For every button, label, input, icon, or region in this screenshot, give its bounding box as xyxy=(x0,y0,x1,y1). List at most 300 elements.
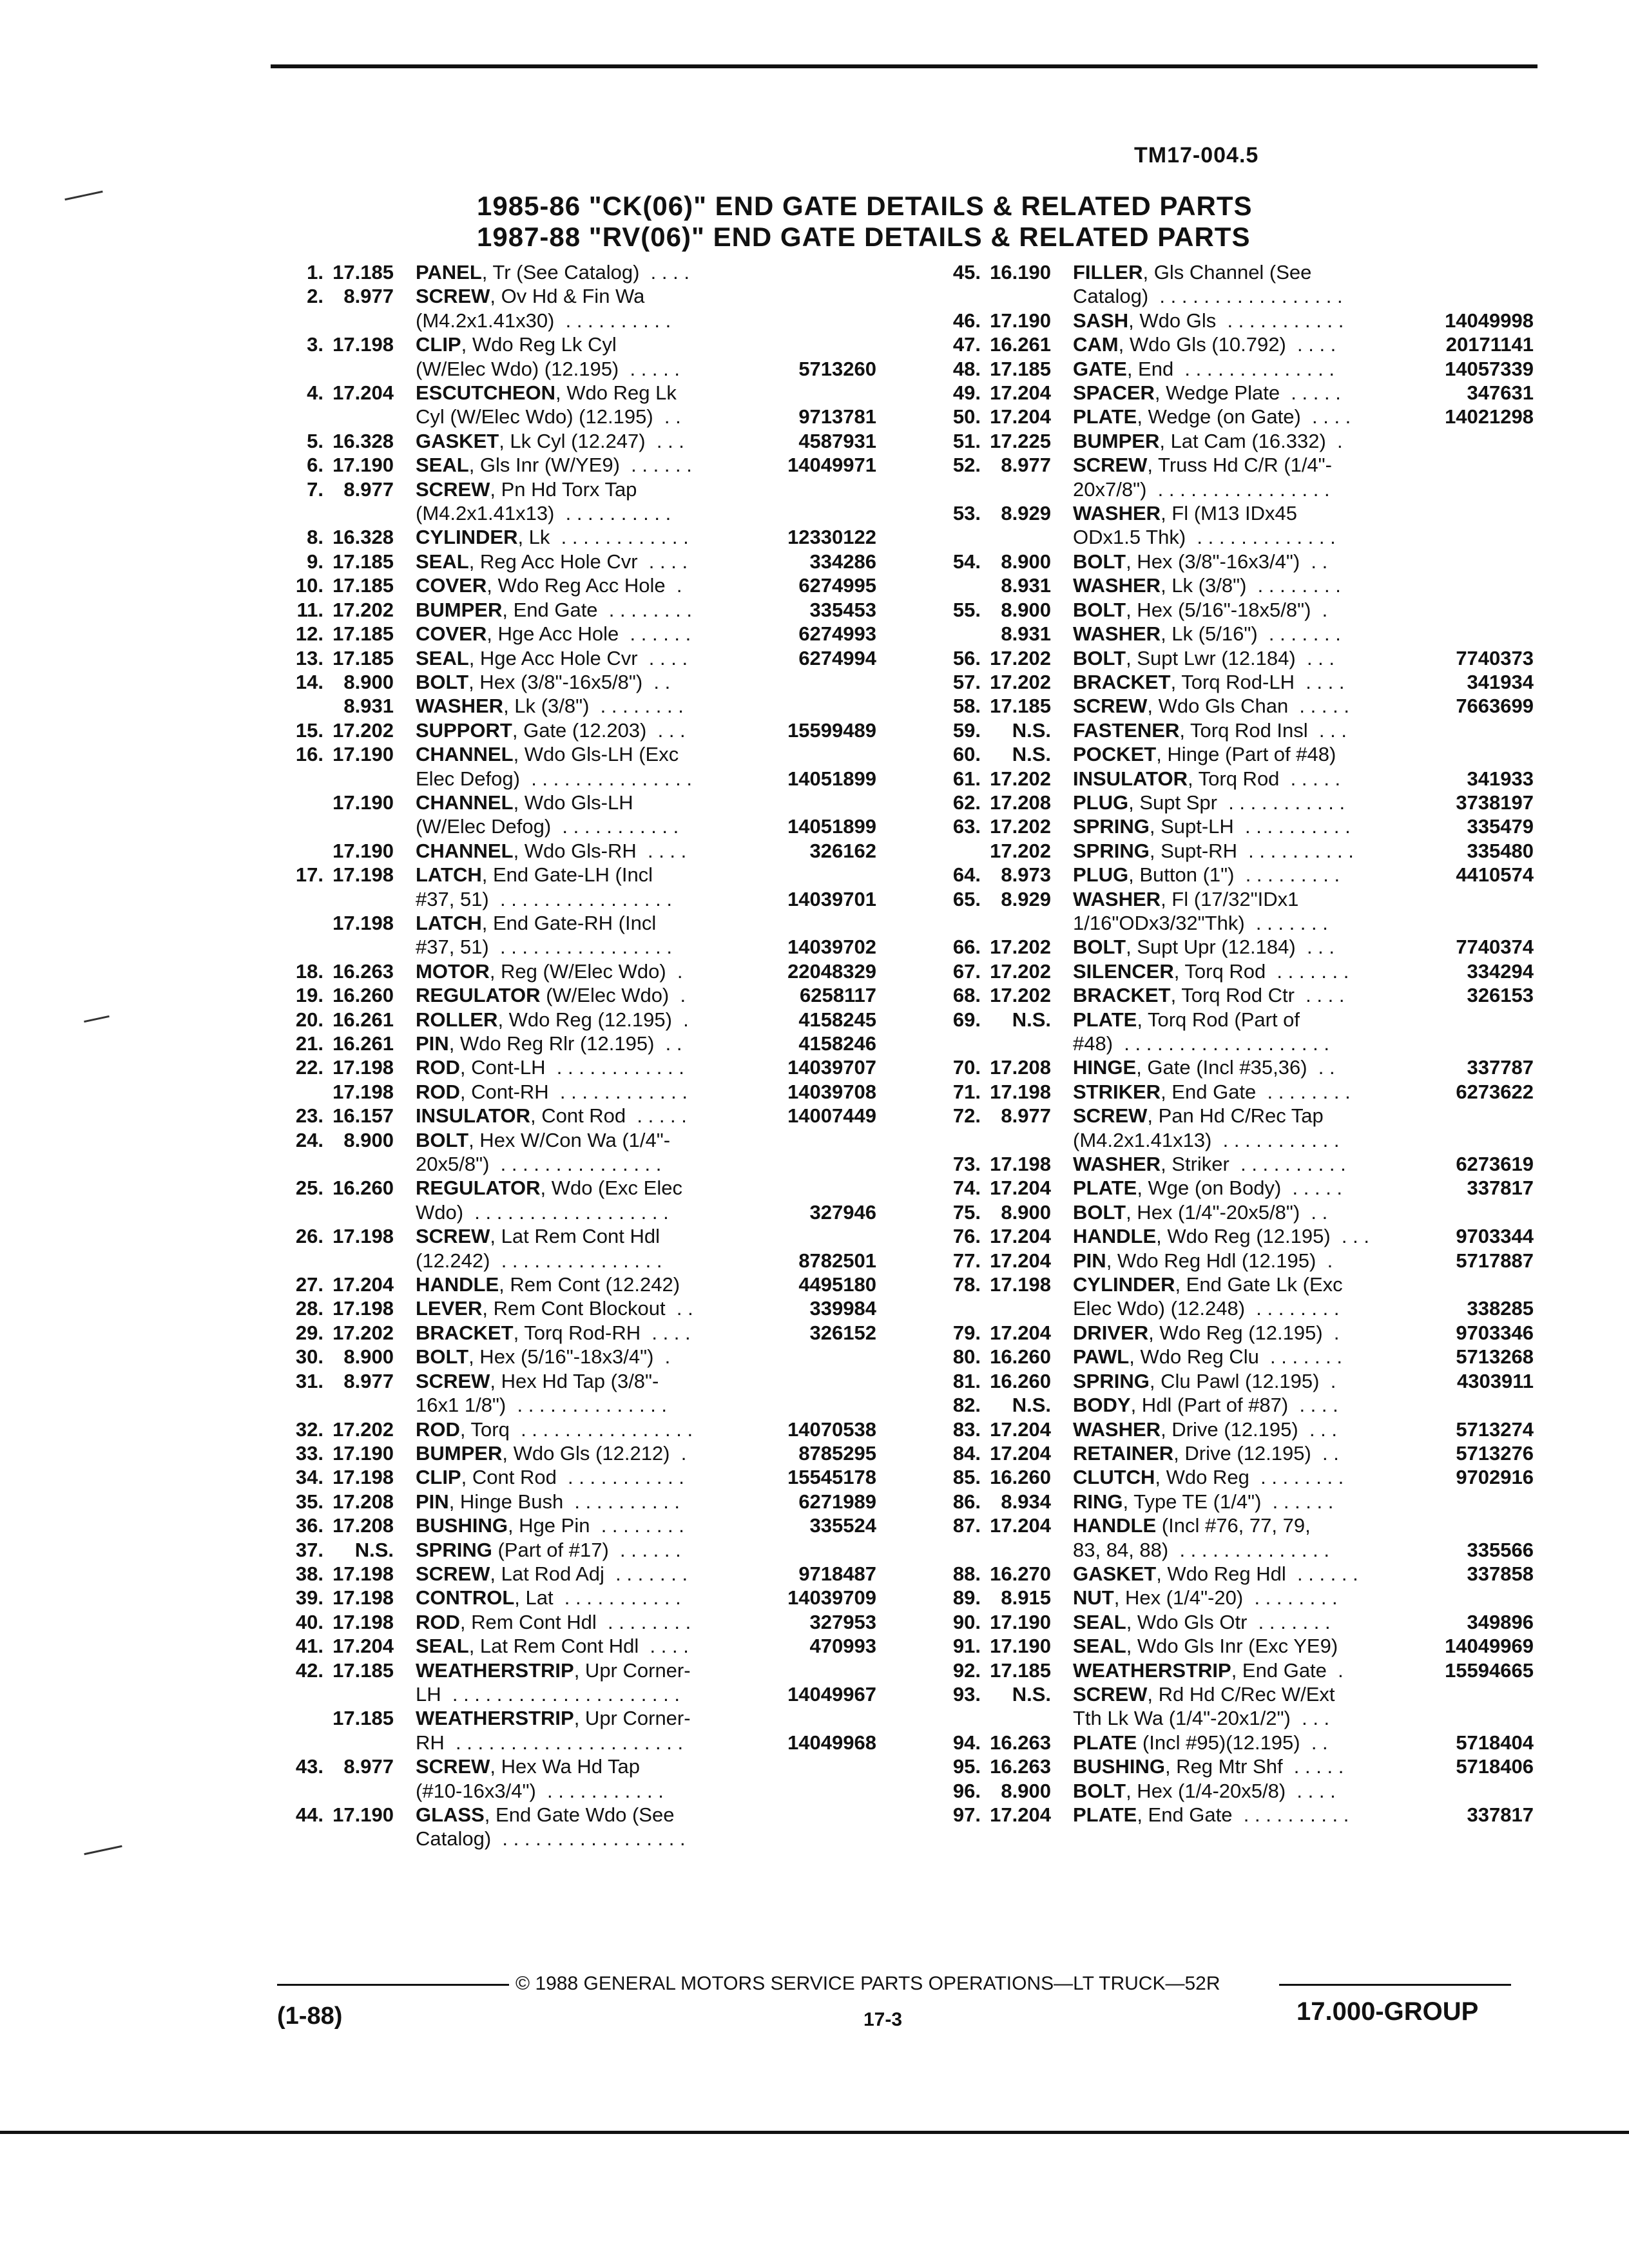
description-line xyxy=(416,1128,876,1152)
description-text xyxy=(416,694,684,718)
part-description xyxy=(416,1321,876,1345)
part-detail: , Drive (12.195) . . xyxy=(1173,1441,1339,1465)
description-line xyxy=(1073,381,1534,405)
part-entry xyxy=(264,959,876,983)
part-name: BOLT xyxy=(416,1345,469,1369)
description-text xyxy=(416,1779,664,1803)
part-detail: (Part of #17) . . . . . . xyxy=(492,1538,681,1561)
item-number: 9. xyxy=(307,550,323,573)
part-name: CONTROL xyxy=(416,1586,515,1610)
description-text xyxy=(1073,1032,1329,1055)
parts-list-right xyxy=(921,260,1534,1827)
group-number: 17.000-GROUP xyxy=(1296,1997,1479,2026)
part-entry xyxy=(264,1562,876,1586)
group-code: 17.198 xyxy=(333,863,394,887)
part-detail: , Lk (3/8") . . . . . . . . xyxy=(1161,574,1341,597)
part-detail: , Supt Upr (12.184) . . . xyxy=(1126,936,1335,959)
part-description xyxy=(416,1032,876,1055)
part-description xyxy=(1073,1465,1534,1489)
item-number: 34. xyxy=(295,1466,323,1489)
item-number: 86. xyxy=(952,1490,981,1513)
description-line xyxy=(416,1441,876,1465)
description-text xyxy=(1073,1658,1344,1682)
part-number: 14057339 xyxy=(1445,357,1534,380)
part-name: ROD xyxy=(416,1080,460,1103)
part-number: 14070538 xyxy=(787,1418,876,1441)
description-text xyxy=(416,453,692,477)
description-line xyxy=(1073,959,1534,983)
item-number: 28. xyxy=(295,1297,323,1320)
part-description xyxy=(416,381,876,429)
description-text xyxy=(1073,477,1330,501)
group-code: 8.931 xyxy=(1001,622,1051,646)
description-line xyxy=(416,1610,876,1634)
part-detail: , End Gate . . . . . . . . xyxy=(1161,1080,1351,1103)
part-description xyxy=(1073,791,1534,814)
part-name: BODY xyxy=(1073,1394,1131,1417)
part-entry xyxy=(264,1369,876,1418)
part-description xyxy=(416,1465,876,1489)
part-description xyxy=(416,1224,876,1273)
part-description xyxy=(1073,1731,1534,1754)
item-number: 14. xyxy=(295,670,323,693)
part-entry xyxy=(264,1296,876,1320)
part-number: 8782501 xyxy=(798,1249,876,1272)
part-number: 327946 xyxy=(809,1200,876,1224)
description-line xyxy=(416,814,876,838)
part-number: 4587931 xyxy=(798,429,876,452)
item-number xyxy=(921,839,986,863)
part-description xyxy=(1073,839,1534,863)
description-line xyxy=(1073,1634,1534,1658)
item-number: 8. xyxy=(307,526,323,549)
part-description xyxy=(1073,1658,1534,1682)
part-description xyxy=(416,1586,876,1610)
description-line xyxy=(1073,1273,1534,1296)
item-number: 26. xyxy=(295,1225,323,1248)
part-detail: , Wdo Reg . . . . . . . . xyxy=(1155,1466,1344,1489)
item-number: 38. xyxy=(295,1562,323,1585)
part-detail: , Upr Corner- xyxy=(574,1707,691,1730)
description-text xyxy=(1073,1080,1351,1104)
item-number: 25. xyxy=(295,1177,323,1200)
part-name: BOLT xyxy=(1073,646,1126,669)
description-line xyxy=(1073,694,1534,718)
description-line xyxy=(416,1104,876,1128)
description-line xyxy=(416,284,876,308)
part-entry xyxy=(264,670,876,694)
description-text xyxy=(416,1369,659,1393)
part-detail: , Supt-LH . . . . . . . . . . xyxy=(1149,815,1351,838)
description-line xyxy=(416,983,876,1007)
description-line xyxy=(1073,983,1534,1007)
part-entry xyxy=(921,1224,1534,1248)
description-text xyxy=(416,718,686,742)
part-number: 14021298 xyxy=(1445,405,1534,428)
part-detail: , Hdl (Part of #87) . . . . xyxy=(1130,1394,1338,1417)
part-description xyxy=(416,1803,876,1851)
item-number: 7. xyxy=(307,477,323,501)
description-text xyxy=(416,1128,670,1152)
margin-mark xyxy=(84,1015,110,1023)
part-description xyxy=(1073,718,1534,742)
description-text xyxy=(1073,814,1351,838)
part-entry xyxy=(921,1152,1534,1176)
description-line xyxy=(1073,1345,1534,1369)
group-code: 16.261 xyxy=(333,1032,394,1055)
description-line xyxy=(416,1273,876,1296)
part-entry xyxy=(921,1176,1534,1200)
part-entry xyxy=(921,309,1534,332)
group-code: 17.185 xyxy=(333,1707,394,1730)
item-number: 18. xyxy=(295,959,323,983)
part-detail: , Wedge (on Gate) . . . . xyxy=(1137,405,1351,428)
description-line xyxy=(416,1176,876,1200)
group-code: 17.204 xyxy=(990,1225,1051,1248)
description-line xyxy=(1073,1080,1534,1104)
part-entry xyxy=(921,1490,1534,1514)
part-detail: , Rem Cont Hdl . . . . . . . . xyxy=(459,1610,691,1633)
part-entry xyxy=(264,718,876,742)
description-line xyxy=(1073,1706,1534,1730)
description-text xyxy=(416,1008,689,1032)
group-code: 16.190 xyxy=(990,261,1051,284)
part-description xyxy=(1073,1803,1534,1827)
description-line xyxy=(416,1296,876,1320)
part-detail: , Lat Cam (16.332) . xyxy=(1159,429,1343,452)
item-number: 20. xyxy=(295,1008,323,1031)
description-line xyxy=(1073,1538,1534,1562)
item-number: 49. xyxy=(952,381,981,405)
item-number: 15. xyxy=(295,718,323,742)
part-number: 335566 xyxy=(1467,1538,1534,1561)
part-name: WASHER xyxy=(1073,887,1161,910)
part-number: 341933 xyxy=(1467,767,1534,790)
part-detail: , Wdo Reg Rlr (12.195) . . xyxy=(448,1032,682,1055)
description-text xyxy=(1073,1369,1336,1393)
part-number: 326162 xyxy=(809,839,876,862)
description-text xyxy=(416,1321,691,1345)
item-number: 91. xyxy=(952,1635,981,1658)
group-code: 16.263 xyxy=(333,959,394,983)
item-number: 40. xyxy=(295,1610,323,1633)
part-number: 6273619 xyxy=(1456,1153,1534,1176)
part-name: SCREW xyxy=(416,285,490,308)
part-detail: , Wdo Gls (12.212) . xyxy=(502,1441,687,1465)
part-detail: , Hex Hd Tap (3/8"- xyxy=(490,1369,659,1392)
group-code: 17.202 xyxy=(333,1321,394,1344)
item-number: 21. xyxy=(295,1032,323,1055)
part-name: COVER xyxy=(416,574,487,597)
part-name: SEAL xyxy=(416,646,469,669)
item-number: 92. xyxy=(952,1658,981,1682)
part-detail: , Hex (1/4-20x5/8) . . . . xyxy=(1126,1779,1336,1802)
part-name: PAWL xyxy=(1073,1345,1130,1369)
part-name: CYLINDER xyxy=(1073,1273,1175,1296)
part-name: CHANNEL xyxy=(416,791,514,814)
description-text xyxy=(1073,1152,1346,1176)
part-entry xyxy=(264,1224,876,1273)
part-detail: , End Gate . xyxy=(1231,1658,1344,1682)
group-code: 17.204 xyxy=(990,1249,1051,1272)
part-detail: , Lat Rem Cont Hdl xyxy=(490,1225,660,1248)
description-text xyxy=(416,959,683,983)
description-line xyxy=(416,309,876,332)
part-detail: 1/16"ODx3/32"Thk) . . . . . . . xyxy=(1073,911,1328,934)
group-code: 17.202 xyxy=(333,1418,394,1441)
group-code: 17.208 xyxy=(333,1490,394,1513)
description-text xyxy=(1073,1128,1339,1152)
group-code: 8.931 xyxy=(343,695,394,718)
description-line xyxy=(1073,1008,1534,1032)
description-line xyxy=(1073,453,1534,477)
part-detail: #37, 51) . . . . . . . . . . . . . . . . xyxy=(416,936,672,959)
part-entry xyxy=(264,381,876,429)
item-number: 39. xyxy=(295,1586,323,1610)
part-entry xyxy=(921,429,1534,453)
part-description xyxy=(1073,670,1534,694)
description-line xyxy=(416,1393,876,1417)
description-text xyxy=(416,357,680,381)
part-entry xyxy=(264,284,876,332)
description-text xyxy=(1073,1418,1337,1441)
description-line xyxy=(416,1465,876,1489)
description-text xyxy=(1073,1538,1329,1562)
part-detail: , Wdo Reg Acc Hole . xyxy=(487,574,682,597)
part-entry xyxy=(264,646,876,670)
description-text xyxy=(1073,791,1345,814)
group-code: 17.202 xyxy=(990,767,1051,790)
part-number: 14051899 xyxy=(787,767,876,790)
group-code: 17.198 xyxy=(990,1080,1051,1103)
item-number: 42. xyxy=(295,1658,323,1682)
part-number: 14051899 xyxy=(787,815,876,838)
part-name: SCREW xyxy=(1073,454,1148,477)
part-entry xyxy=(921,839,1534,863)
description-text xyxy=(1073,839,1354,863)
group-code: 8.973 xyxy=(1001,863,1051,887)
description-line xyxy=(1073,911,1534,935)
part-entry xyxy=(264,1345,876,1369)
description-text xyxy=(416,887,672,911)
part-detail: , Lat Rem Cont Hdl . . . . xyxy=(468,1635,689,1658)
description-text xyxy=(416,1586,681,1610)
part-entry xyxy=(921,1779,1534,1803)
part-name: CLIP xyxy=(416,1466,461,1489)
description-line xyxy=(416,1345,876,1369)
description-text xyxy=(416,1080,688,1104)
description-text xyxy=(1073,332,1336,356)
part-entry xyxy=(921,1393,1534,1417)
part-description xyxy=(416,598,876,622)
part-name: SILENCER xyxy=(1073,959,1174,983)
group-code: 17.190 xyxy=(333,454,394,477)
description-text xyxy=(416,284,644,308)
part-description xyxy=(1073,1008,1534,1056)
part-entry xyxy=(264,332,876,381)
group-code: 17.190 xyxy=(990,1635,1051,1658)
part-entry xyxy=(921,1369,1534,1393)
part-description xyxy=(416,694,876,718)
description-text xyxy=(416,1055,684,1079)
item-number: 2. xyxy=(307,285,323,308)
description-line xyxy=(1073,1465,1534,1489)
part-description xyxy=(1073,1224,1534,1248)
group-code: 17.202 xyxy=(990,670,1051,693)
group-code: 17.198 xyxy=(333,1562,394,1585)
part-entry xyxy=(264,1465,876,1489)
group-code: N.S. xyxy=(1012,1394,1051,1417)
part-description xyxy=(1073,573,1534,597)
description-text xyxy=(1073,1345,1342,1369)
part-number: 326153 xyxy=(1467,984,1534,1007)
part-description xyxy=(416,573,876,597)
part-number: 337817 xyxy=(1467,1803,1534,1826)
part-number: 6274994 xyxy=(798,646,876,669)
part-description xyxy=(1073,1200,1534,1224)
group-code: 17.204 xyxy=(333,1273,394,1296)
description-text xyxy=(416,839,686,863)
part-description xyxy=(416,718,876,742)
part-description xyxy=(416,1128,876,1177)
part-number: 335479 xyxy=(1467,815,1534,838)
part-entry xyxy=(264,863,876,911)
part-entry xyxy=(264,1610,876,1634)
part-number: 6273622 xyxy=(1456,1080,1534,1103)
part-name: SCREW xyxy=(1073,695,1148,718)
part-description xyxy=(416,1514,876,1537)
description-line xyxy=(1073,1682,1534,1706)
description-line xyxy=(1073,477,1534,501)
description-line xyxy=(416,887,876,911)
group-code: 17.204 xyxy=(990,1321,1051,1344)
description-text xyxy=(1073,1682,1335,1706)
group-code: 17.204 xyxy=(333,1635,394,1658)
description-text xyxy=(416,1610,691,1634)
group-code: 17.185 xyxy=(333,646,394,669)
part-detail: , Hex (3/8"-16x3/4") . . xyxy=(1126,550,1328,573)
part-detail: (M4.2x1.41x13) . . . . . . . . . . . xyxy=(1073,1128,1340,1151)
part-entry xyxy=(921,742,1534,766)
part-description xyxy=(1073,1586,1534,1610)
part-detail: , Reg Mtr Shf . . . . . xyxy=(1164,1755,1344,1778)
description-line xyxy=(416,573,876,597)
part-detail: #37, 51) . . . . . . . . . . . . . . . . xyxy=(416,887,672,910)
part-detail: , Hex (5/16"-18x5/8") . xyxy=(1126,598,1328,621)
description-text xyxy=(416,1441,686,1465)
part-name: WASHER xyxy=(1073,502,1161,525)
part-name: SPRING xyxy=(416,1538,492,1561)
description-text xyxy=(416,1754,640,1778)
part-name: WASHER xyxy=(416,695,504,718)
description-text xyxy=(1073,525,1336,549)
part-detail: , Supt Spr . . . . . . . . . . . xyxy=(1128,791,1345,814)
part-detail: (#10-16x3/4") . . . . . . . . . . . xyxy=(416,1779,664,1802)
description-text xyxy=(416,1465,684,1489)
description-line xyxy=(1073,405,1534,428)
part-entry xyxy=(921,1441,1534,1465)
part-detail: , Hex W/Con Wa (1/4"- xyxy=(468,1128,671,1151)
part-name: LATCH xyxy=(416,911,482,934)
part-number: 14049998 xyxy=(1445,309,1534,332)
part-entry xyxy=(264,525,876,549)
part-name: BOLT xyxy=(1073,550,1126,573)
description-line xyxy=(1073,332,1534,356)
part-description xyxy=(1073,1176,1534,1200)
group-code: 17.198 xyxy=(333,1056,394,1079)
part-detail: , Rem Cont (12.242) xyxy=(499,1273,680,1296)
part-entry xyxy=(921,959,1534,983)
description-line xyxy=(416,1490,876,1514)
group-code: 16.260 xyxy=(990,1345,1051,1369)
part-entry xyxy=(921,1008,1534,1056)
part-detail: Elec Wdo) (12.248) . . . . . . . . xyxy=(1073,1297,1340,1320)
description-line xyxy=(1073,1586,1534,1610)
part-entry xyxy=(264,911,876,959)
part-name: PLUG xyxy=(1073,863,1129,887)
part-name: WEATHERSTRIP xyxy=(416,1707,574,1730)
part-description xyxy=(1073,983,1534,1007)
part-entry xyxy=(921,1803,1534,1827)
group-code: 16.157 xyxy=(333,1104,394,1128)
part-detail: , Torq Rod-LH . . . . xyxy=(1170,670,1345,693)
part-name: PIN xyxy=(416,1032,449,1055)
item-number: 12. xyxy=(295,622,323,646)
part-name: DRIVER xyxy=(1073,1321,1149,1344)
part-name: BRACKET xyxy=(1073,670,1171,693)
part-detail: LH . . . . . . . . . . . . . . . . . . . . . xyxy=(416,1682,680,1706)
item-number: 95. xyxy=(952,1755,981,1778)
part-number: 14039709 xyxy=(787,1586,876,1610)
group-code: 17.190 xyxy=(333,743,394,766)
part-detail: , Hge Acc Hole Cvr . . . . xyxy=(468,646,688,669)
description-line xyxy=(416,260,876,284)
description-text xyxy=(1073,1634,1338,1658)
description-text xyxy=(1073,718,1347,742)
description-text xyxy=(416,1418,693,1441)
part-number: 5717887 xyxy=(1456,1249,1534,1272)
item-number: 70. xyxy=(952,1056,981,1079)
item-number: 3. xyxy=(307,333,323,356)
part-name: PLATE xyxy=(1073,1803,1137,1826)
part-name: BOLT xyxy=(416,1128,469,1151)
part-name: BUSHING xyxy=(416,1514,508,1537)
description-line xyxy=(416,357,876,381)
description-line xyxy=(1073,1658,1534,1682)
page-number: 17-3 xyxy=(863,2009,903,2030)
part-description xyxy=(1073,357,1534,381)
part-name: ROD xyxy=(416,1610,460,1633)
part-name: SCREW xyxy=(416,1225,490,1248)
part-detail: (12.242) . . . . . . . . . . . . . . . xyxy=(416,1249,662,1272)
title-line-1: 1985-86 "CK(06)" END GATE DETAILS & RELATED PARTS xyxy=(477,191,1253,221)
part-name: PLATE xyxy=(1073,1008,1137,1031)
part-entry xyxy=(264,694,876,718)
part-number: 6258117 xyxy=(800,984,876,1007)
item-number: 4. xyxy=(307,381,323,405)
description-text xyxy=(416,1658,691,1682)
footer-rule-left xyxy=(277,1984,509,1986)
part-number: 334294 xyxy=(1467,959,1534,983)
footer-rule-right xyxy=(1279,1984,1511,1986)
part-entry xyxy=(921,646,1534,670)
item-number: 74. xyxy=(952,1177,981,1200)
item-number: 62. xyxy=(952,791,981,814)
description-line xyxy=(1073,1176,1534,1200)
description-text xyxy=(1073,767,1340,791)
part-name: CLIP xyxy=(416,333,461,356)
part-name: FILLER xyxy=(1073,261,1143,284)
